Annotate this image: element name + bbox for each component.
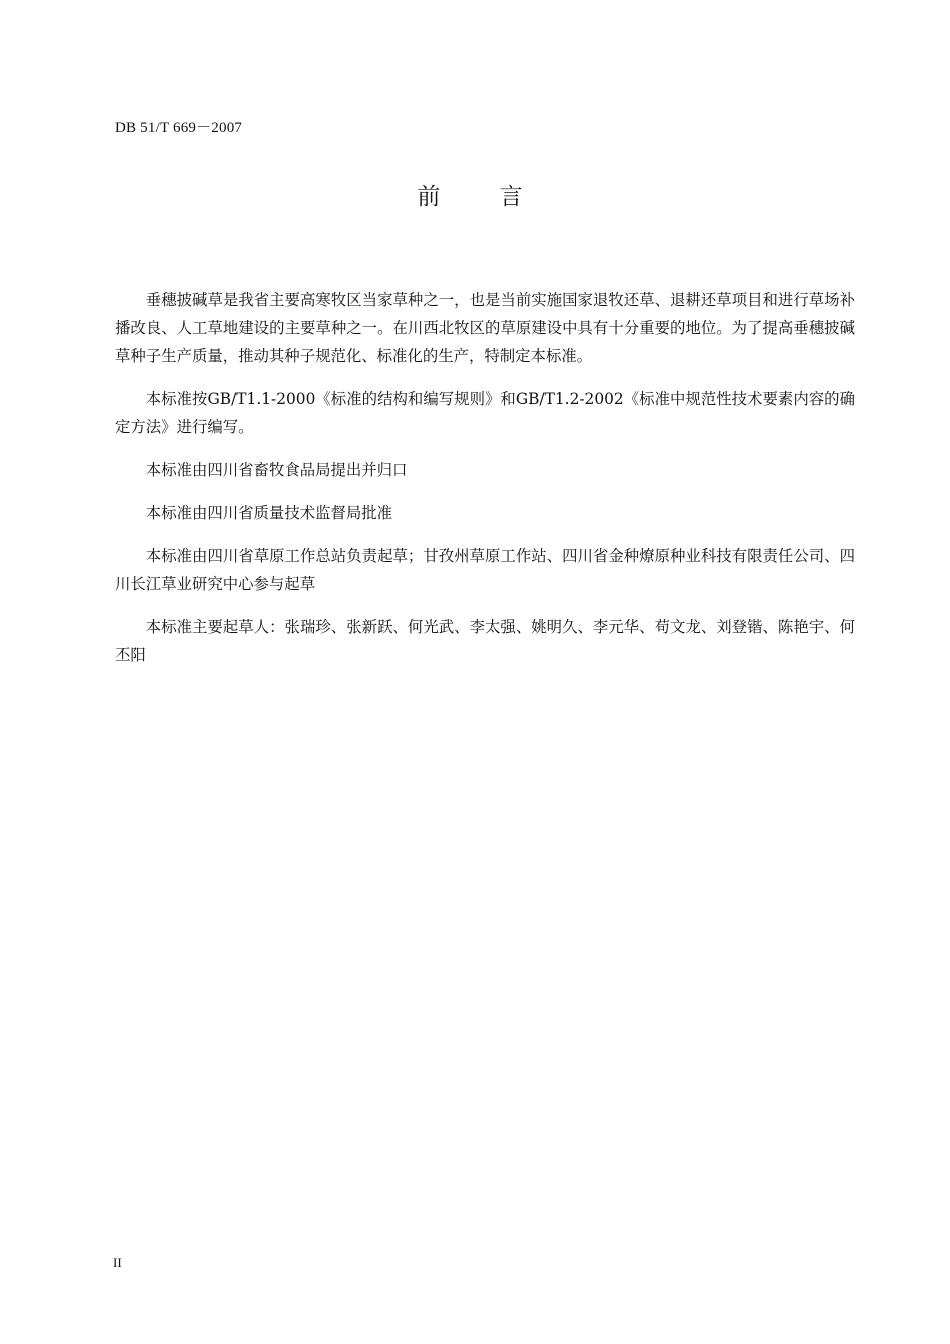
paragraph-drafting-units: 本标准由四川省草原工作总站负责起草；甘孜州草原工作站、四川省金种燎原种业科技有限责任公司、四川长江草业研究中心参与起草	[115, 547, 855, 593]
paragraph-drafters: 本标准主要起草人：张瑞珍、张新跃、何光武、李太强、姚明久、李元华、苟文龙、刘登锴、陈艳宇、何丕阳	[115, 618, 855, 664]
page-title: 前 言	[417, 184, 549, 210]
paragraph-background: 垂穗披碱草是我省主要高寒牧区当家草种之一，也是当前实施国家退牧还草、退耕还草项目和进行草场补播改良、人工草地建设的主要草种之一。在川西北牧区的草原建设中具有十分重要的地位。为了提高垂穗披碱草种子生产质量，推动其种子规范化、标准化的生产，特制定本标准。	[115, 291, 855, 365]
page-number: II	[113, 1255, 122, 1270]
paragraph-drafting-rules: 本标准按GB/T1.1-2000《标准的结构和编写规则》和GB/T1.2-2002《标准中规范性技术要素内容的确定方法》进行编写。	[115, 390, 855, 436]
foreword-body	[115, 286, 855, 684]
paragraph-proposer: 本标准由四川省畜牧食品局提出并归口	[145, 461, 408, 479]
paragraph-approver: 本标准由四川省质量技术监督局批准	[145, 504, 393, 522]
standard-code: DB 51/T 669－2007	[115, 120, 243, 136]
